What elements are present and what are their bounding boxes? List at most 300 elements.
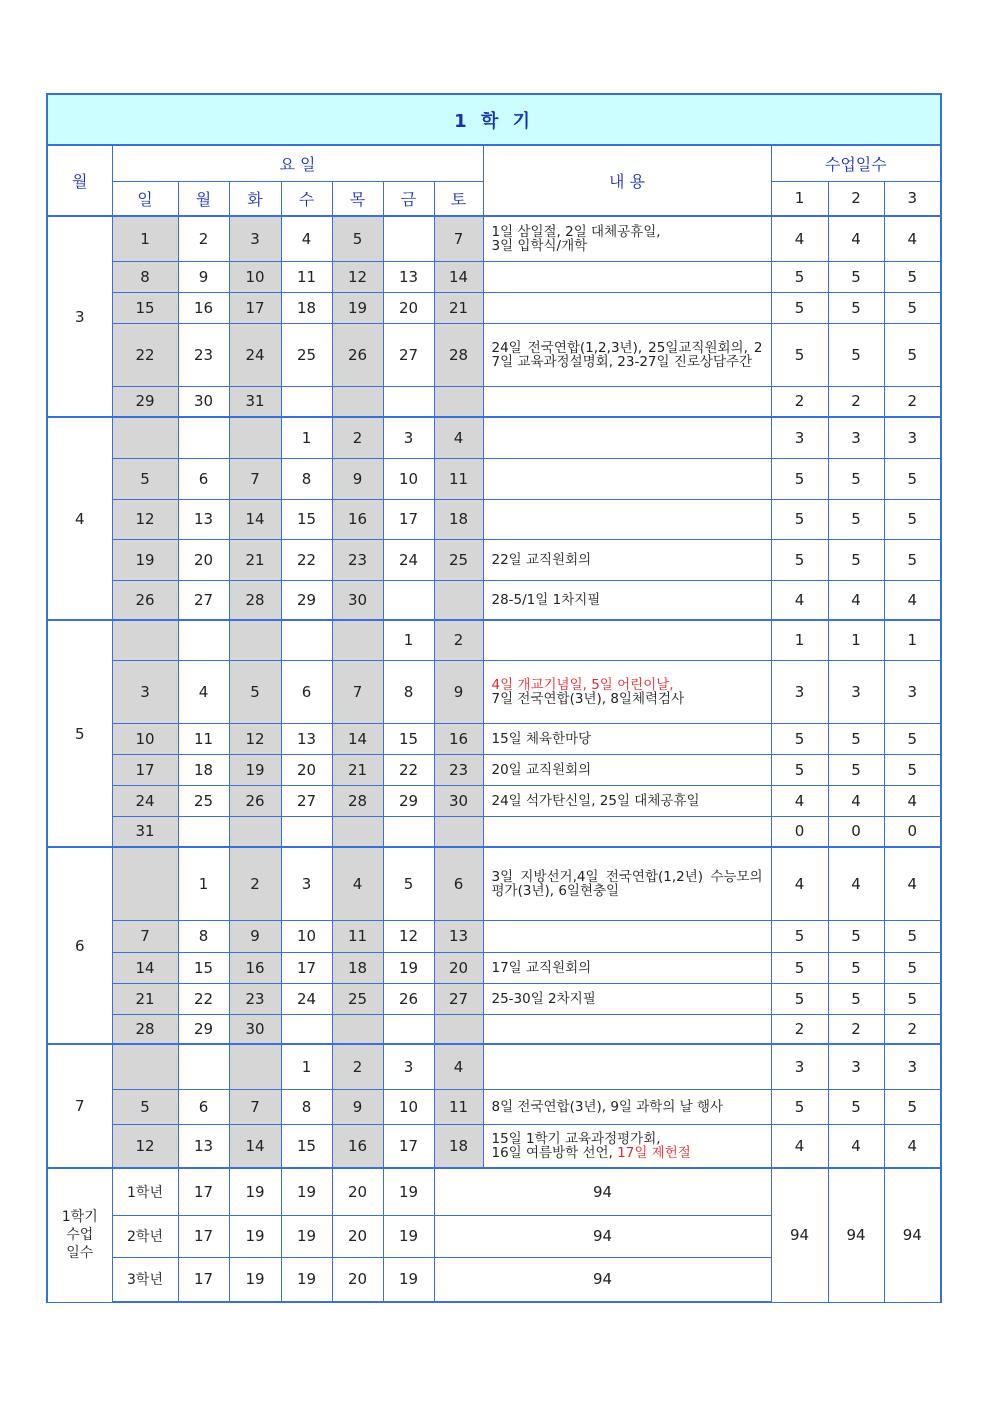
day-cell: 2 (434, 620, 483, 660)
day-cell: 2 (229, 847, 281, 920)
class-day-count: 5 (884, 261, 941, 292)
class-day-count: 3 (828, 660, 884, 723)
day-cell (112, 417, 178, 458)
day-cell: 16 (178, 292, 229, 323)
semester-total: 94 (771, 1168, 828, 1302)
class-day-count: 1 (884, 620, 941, 660)
calendar-week-row (47, 1124, 941, 1168)
day-cell: 11 (434, 458, 483, 499)
class-day-count: 4 (828, 216, 884, 261)
weekday-total: 17 (178, 1215, 229, 1257)
grade-label: 3학년 (112, 1257, 178, 1302)
day-cell: 10 (112, 723, 178, 754)
calendar-week-row (47, 1014, 941, 1044)
event-note (483, 539, 771, 580)
weekday-header: 월 (178, 181, 229, 216)
day-cell: 11 (434, 1089, 483, 1124)
day-cell (229, 816, 281, 847)
day-cell: 9 (178, 261, 229, 292)
day-cell: 29 (281, 580, 332, 620)
day-cell: 27 (281, 785, 332, 816)
class-day-count: 2 (828, 1014, 884, 1044)
day-cell: 9 (229, 920, 281, 952)
calendar-week-row (47, 417, 941, 458)
day-cell: 24 (281, 983, 332, 1014)
day-cell (281, 816, 332, 847)
event-note (483, 323, 771, 386)
class-day-count: 5 (884, 292, 941, 323)
weekday-header: 일 (112, 181, 178, 216)
day-cell: 4 (281, 216, 332, 261)
day-cell: 13 (281, 723, 332, 754)
day-cell: 14 (229, 1124, 281, 1168)
day-cell: 1 (112, 216, 178, 261)
event-note (483, 1089, 771, 1124)
day-cell: 21 (229, 539, 281, 580)
day-cell (112, 620, 178, 660)
day-cell: 12 (229, 723, 281, 754)
day-cell: 20 (178, 539, 229, 580)
day-cell: 24 (112, 785, 178, 816)
day-cell: 22 (112, 323, 178, 386)
day-cell (229, 620, 281, 660)
day-cell: 30 (434, 785, 483, 816)
day-cell: 7 (434, 216, 483, 261)
day-cell (112, 847, 178, 920)
day-cell: 16 (332, 499, 383, 539)
day-cell: 25 (178, 785, 229, 816)
class-day-count: 0 (884, 816, 941, 847)
day-cell: 6 (281, 660, 332, 723)
class-day-count: 5 (884, 458, 941, 499)
day-cell (383, 580, 434, 620)
day-cell (434, 816, 483, 847)
class-day-count: 5 (771, 983, 828, 1014)
day-cell: 5 (112, 1089, 178, 1124)
day-cell: 29 (383, 785, 434, 816)
day-cell (383, 816, 434, 847)
day-cell: 12 (112, 499, 178, 539)
class-day-count: 5 (771, 458, 828, 499)
calendar-week-row (47, 847, 941, 920)
day-cell (178, 417, 229, 458)
day-cell: 28 (434, 323, 483, 386)
semester-total: 94 (884, 1168, 941, 1302)
event-note (483, 386, 771, 417)
day-cell: 3 (112, 660, 178, 723)
day-cell: 1 (178, 847, 229, 920)
calendar-week-row (47, 458, 941, 499)
class-day-count: 5 (771, 723, 828, 754)
weekday-total: 19 (229, 1215, 281, 1257)
class-day-count: 4 (884, 216, 941, 261)
day-cell: 13 (178, 499, 229, 539)
event-note (483, 920, 771, 952)
event-note-text: 1일 삼일절, 2일 대체공휴일, 3일 입학식/개학 (491, 223, 661, 254)
event-note (483, 816, 771, 847)
class-day-count: 4 (771, 785, 828, 816)
day-cell: 20 (434, 952, 483, 983)
day-cell: 29 (178, 1014, 229, 1044)
header-row-1 (47, 145, 941, 181)
day-cell: 2 (332, 1044, 383, 1089)
event-note (483, 660, 771, 723)
class-day-count: 2 (828, 386, 884, 417)
day-cell: 23 (178, 323, 229, 386)
class-day-count: 4 (771, 216, 828, 261)
day-cell (332, 1014, 383, 1044)
day-cell: 23 (332, 539, 383, 580)
weekday-total: 19 (383, 1257, 434, 1302)
day-cell: 9 (434, 660, 483, 723)
class-day-count: 5 (828, 261, 884, 292)
day-cell: 12 (383, 920, 434, 952)
event-note (483, 785, 771, 816)
class-day-count: 4 (828, 580, 884, 620)
day-cell (332, 816, 383, 847)
day-cell: 18 (332, 952, 383, 983)
day-cell: 5 (112, 458, 178, 499)
weekday-total: 19 (229, 1168, 281, 1215)
day-cell: 8 (178, 920, 229, 952)
class-day-count: 3 (828, 417, 884, 458)
day-cell: 4 (178, 660, 229, 723)
weekday-header: 금 (383, 181, 434, 216)
calendar-week-row (47, 323, 941, 386)
content-header: 내 용 (483, 145, 771, 216)
day-cell: 14 (229, 499, 281, 539)
event-note (483, 754, 771, 785)
day-cell (434, 580, 483, 620)
day-cell: 19 (112, 539, 178, 580)
weekday-group-header: 요 일 (112, 145, 483, 181)
day-cell: 12 (332, 261, 383, 292)
day-cell: 8 (383, 660, 434, 723)
day-cell: 10 (229, 261, 281, 292)
class-day-count: 5 (884, 920, 941, 952)
day-cell: 17 (383, 499, 434, 539)
day-cell: 10 (383, 1089, 434, 1124)
day-cell: 28 (332, 785, 383, 816)
class-day-count: 5 (828, 323, 884, 386)
day-cell (434, 386, 483, 417)
event-note-text: 20일 교직원회의 (491, 761, 592, 778)
class-day-count: 5 (884, 983, 941, 1014)
day-cell: 7 (229, 1089, 281, 1124)
day-cell: 13 (178, 1124, 229, 1168)
calendar-week-row (47, 754, 941, 785)
day-cell: 25 (332, 983, 383, 1014)
day-cell: 13 (383, 261, 434, 292)
day-cell: 17 (383, 1124, 434, 1168)
day-cell: 21 (434, 292, 483, 323)
day-cell: 26 (383, 983, 434, 1014)
day-cell: 11 (332, 920, 383, 952)
calendar-week-row (47, 920, 941, 952)
day-cell: 11 (178, 723, 229, 754)
class-day-count: 3 (771, 1044, 828, 1089)
day-cell: 7 (332, 660, 383, 723)
semester-calendar-table (46, 93, 942, 1303)
day-cell (332, 386, 383, 417)
day-cell: 7 (112, 920, 178, 952)
day-cell: 15 (112, 292, 178, 323)
grade-header: 3 (884, 181, 941, 216)
day-cell (281, 620, 332, 660)
event-note (483, 1044, 771, 1089)
month-cell: 7 (47, 1044, 112, 1168)
class-day-count: 3 (884, 1044, 941, 1089)
weekday-total: 17 (178, 1257, 229, 1302)
event-note-text: 25-30일 2차지필 (491, 990, 596, 1007)
day-cell: 18 (281, 292, 332, 323)
day-cell: 25 (434, 539, 483, 580)
class-day-count: 5 (771, 952, 828, 983)
day-cell: 17 (112, 754, 178, 785)
day-cell: 29 (112, 386, 178, 417)
event-note (483, 847, 771, 920)
event-note-text: 15일 체육한마당 (491, 730, 592, 747)
day-cell: 15 (281, 1124, 332, 1168)
calendar-week-row (47, 386, 941, 417)
weekday-total: 20 (332, 1168, 383, 1215)
day-cell: 9 (332, 1089, 383, 1124)
class-day-count: 5 (771, 261, 828, 292)
event-note-text: 24일 전국연합(1,2,3년), 25일교직원회의, 27일 교육과정설명회, 23-27일 진로상담주간 (491, 339, 763, 370)
day-cell: 30 (229, 1014, 281, 1044)
day-cell: 28 (112, 1014, 178, 1044)
day-cell: 21 (332, 754, 383, 785)
day-cell: 9 (332, 458, 383, 499)
grade-total: 94 (434, 1168, 771, 1215)
calendar-week-row (47, 785, 941, 816)
class-day-count: 5 (771, 539, 828, 580)
day-cell: 30 (332, 580, 383, 620)
grade-total: 94 (434, 1257, 771, 1302)
summary-label: 1학기 수업 일수 (47, 1168, 112, 1302)
day-cell: 4 (434, 1044, 483, 1089)
class-day-count: 5 (828, 952, 884, 983)
day-cell (178, 620, 229, 660)
calendar-week-row (47, 620, 941, 660)
class-day-count: 3 (828, 1044, 884, 1089)
day-cell: 22 (178, 983, 229, 1014)
class-day-count: 5 (828, 754, 884, 785)
class-day-count: 2 (884, 1014, 941, 1044)
day-cell: 27 (434, 983, 483, 1014)
class-day-count: 4 (884, 1124, 941, 1168)
day-cell (178, 1044, 229, 1089)
class-day-count: 2 (771, 386, 828, 417)
class-day-count: 5 (828, 458, 884, 499)
weekday-header: 화 (229, 181, 281, 216)
event-note (483, 1124, 771, 1168)
class-day-count: 5 (771, 292, 828, 323)
semester-title: 1 학 기 (47, 94, 941, 145)
day-cell (383, 1014, 434, 1044)
event-note (483, 983, 771, 1014)
calendar-week-row (47, 816, 941, 847)
day-cell: 24 (229, 323, 281, 386)
class-day-count: 5 (884, 952, 941, 983)
month-cell: 5 (47, 620, 112, 847)
weekday-header: 토 (434, 181, 483, 216)
month-header: 월 (47, 145, 112, 216)
weekday-total: 17 (178, 1168, 229, 1215)
calendar-week-row (47, 580, 941, 620)
day-cell: 18 (178, 754, 229, 785)
class-day-count: 4 (771, 580, 828, 620)
day-cell: 14 (434, 261, 483, 292)
class-day-count: 5 (828, 983, 884, 1014)
event-note (483, 620, 771, 660)
grade-label: 1학년 (112, 1168, 178, 1215)
class-day-count: 5 (771, 1089, 828, 1124)
day-cell: 27 (178, 580, 229, 620)
weekday-total: 19 (383, 1168, 434, 1215)
class-day-count: 5 (828, 292, 884, 323)
class-day-count: 1 (828, 620, 884, 660)
day-cell: 3 (229, 216, 281, 261)
day-cell (229, 417, 281, 458)
day-cell: 12 (112, 1124, 178, 1168)
weekday-total: 19 (281, 1168, 332, 1215)
day-cell: 24 (383, 539, 434, 580)
day-cell: 17 (281, 952, 332, 983)
day-cell: 10 (281, 920, 332, 952)
class-day-count: 4 (884, 847, 941, 920)
day-cell: 8 (281, 1089, 332, 1124)
day-cell (434, 1014, 483, 1044)
class-day-count: 5 (771, 920, 828, 952)
class-day-count: 1 (771, 620, 828, 660)
event-note-text: 15일 1학기 교육과정평가회, 16일 여름방학 선언, (491, 1130, 661, 1161)
event-note (483, 458, 771, 499)
class-day-count: 5 (884, 1089, 941, 1124)
grade-header: 2 (828, 181, 884, 216)
day-cell: 8 (281, 458, 332, 499)
calendar-week-row (47, 983, 941, 1014)
class-day-count: 0 (771, 816, 828, 847)
day-cell: 17 (229, 292, 281, 323)
day-cell: 27 (383, 323, 434, 386)
class-day-count: 5 (771, 323, 828, 386)
day-cell: 5 (383, 847, 434, 920)
class-day-count: 3 (884, 660, 941, 723)
day-cell: 3 (383, 1044, 434, 1089)
weekday-total: 20 (332, 1215, 383, 1257)
day-cell (383, 216, 434, 261)
day-cell: 23 (229, 983, 281, 1014)
grade-label: 2학년 (112, 1215, 178, 1257)
calendar-week-row (47, 261, 941, 292)
day-cell: 1 (383, 620, 434, 660)
event-note-text: 28-5/1일 1차지필 (491, 591, 601, 608)
class-day-count: 5 (828, 539, 884, 580)
calendar-week-row (47, 499, 941, 539)
event-note-text: 17일 교직원회의 (491, 959, 592, 976)
day-cell: 2 (178, 216, 229, 261)
event-note (483, 499, 771, 539)
class-day-count: 0 (828, 816, 884, 847)
day-cell: 16 (434, 723, 483, 754)
class-day-count: 4 (771, 1124, 828, 1168)
month-cell: 4 (47, 417, 112, 620)
day-cell: 14 (332, 723, 383, 754)
weekday-total: 19 (281, 1215, 332, 1257)
day-cell: 15 (383, 723, 434, 754)
day-cell: 31 (112, 816, 178, 847)
day-cell: 2 (332, 417, 383, 458)
weekday-total: 20 (332, 1257, 383, 1302)
day-cell: 6 (434, 847, 483, 920)
day-cell: 23 (434, 754, 483, 785)
class-day-count: 4 (828, 1124, 884, 1168)
day-cell: 7 (229, 458, 281, 499)
class-day-count: 4 (828, 847, 884, 920)
day-cell: 21 (112, 983, 178, 1014)
calendar-week-row (47, 292, 941, 323)
event-note (483, 1014, 771, 1044)
day-cell: 1 (281, 417, 332, 458)
event-note-text: 24일 석가탄신일, 25일 대체공휴일 (491, 792, 700, 809)
class-day-count: 5 (884, 754, 941, 785)
day-cell: 14 (112, 952, 178, 983)
day-cell: 22 (383, 754, 434, 785)
day-cell: 16 (229, 952, 281, 983)
grade-total: 94 (434, 1215, 771, 1257)
class-day-count: 5 (884, 323, 941, 386)
event-note (483, 723, 771, 754)
day-cell: 19 (229, 754, 281, 785)
class-day-count: 5 (828, 499, 884, 539)
event-note (483, 292, 771, 323)
event-note-text: 7일 전국연합(3년), 8일체력검사 (491, 690, 685, 707)
class-day-count: 3 (884, 417, 941, 458)
semester-total: 94 (828, 1168, 884, 1302)
calendar-week-row (47, 952, 941, 983)
day-cell: 4 (332, 847, 383, 920)
day-cell: 3 (383, 417, 434, 458)
calendar-week-row (47, 1089, 941, 1124)
weekday-header: 목 (332, 181, 383, 216)
day-cell: 3 (281, 847, 332, 920)
title-row (47, 94, 941, 145)
day-cell (229, 1044, 281, 1089)
month-cell: 3 (47, 216, 112, 417)
class-day-count: 3 (771, 660, 828, 723)
class-day-count: 4 (828, 785, 884, 816)
day-cell: 11 (281, 261, 332, 292)
day-cell (281, 1014, 332, 1044)
day-cell: 16 (332, 1124, 383, 1168)
holiday-note: 4일 개교기념일, 5일 어린이날, (491, 676, 674, 693)
day-cell: 6 (178, 1089, 229, 1124)
day-cell: 15 (178, 952, 229, 983)
day-cell: 30 (178, 386, 229, 417)
day-cell: 5 (332, 216, 383, 261)
day-cell: 19 (383, 952, 434, 983)
day-cell: 26 (112, 580, 178, 620)
class-day-count: 3 (771, 417, 828, 458)
day-cell: 8 (112, 261, 178, 292)
day-cell: 13 (434, 920, 483, 952)
class-day-count: 5 (828, 723, 884, 754)
event-note (483, 216, 771, 261)
day-cell: 15 (281, 499, 332, 539)
calendar-week-row (47, 1044, 941, 1089)
day-cell: 10 (383, 458, 434, 499)
